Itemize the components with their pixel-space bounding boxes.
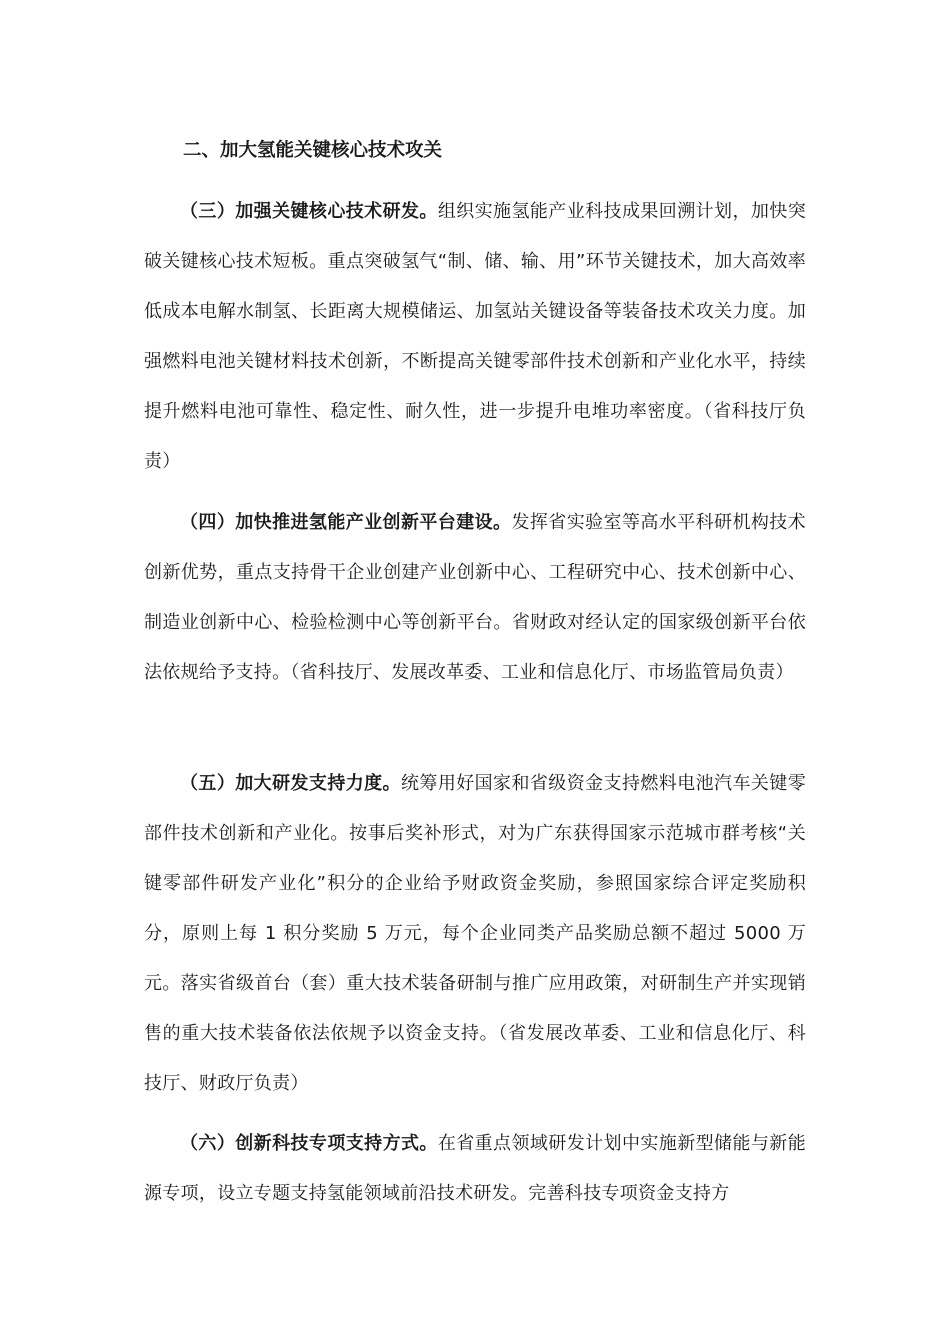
paragraph-lead: （三）加强关键核心技术研发。 [180, 201, 438, 222]
paragraph-body: 发挥省实验室等高水平科研机构技术创新优势，重点支持骨干企业创建产业创新中心、工程研究中心、技术创新中心、制造业创新中心、检验检测中心等创新平台。省财政对经认定的国家级创新平台依法依规给予支持。（省科技厅、发展改革委、工业和信息化厅、市场监管局负责） [144, 512, 806, 683]
paragraph-lead: （四）加快推进氢能产业创新平台建设。 [180, 512, 512, 533]
section-heading: 二、加大氢能关键核心技术攻关 [183, 140, 443, 161]
paragraph-lead: （六）创新科技专项支持方式。 [180, 1133, 438, 1154]
paragraph-4 [144, 498, 806, 698]
paragraph-5 [144, 759, 806, 1109]
paragraph-body: 统筹用好国家和省级资金支持燃料电池汽车关键零部件技术创新和产业化。按事后奖补形式，对为广东获得国家示范城市群考核“关键零部件研发产业化”积分的企业给予财政资金奖励，参照国家综合评定奖励积分，原则上每 1 积分奖励 5 万元，每个企业同类产品奖励总额不超过 5000 万元。落实省级首台（套）重大技术装备研制与推广应用政策，对研制生产并实现销售的重大技术装备依法依规予以资金支持。（省发展改革委、工业和信息化厅、科技厅、财政厅负责） [144, 773, 806, 1094]
paragraph-6 [144, 1119, 806, 1219]
paragraph-body: 组织实施氢能产业科技成果回溯计划，加快突破关键核心技术短板。重点突破氢气“制、储、输、用”环节关键技术，加大高效率低成本电解水制氢、长距离大规模储运、加氢站关键设备等装备技术攻关力度。加强燃料电池关键材料技术创新，不断提高关键零部件技术创新和产业化水平，持续提升燃料电池可靠性、稳定性、耐久性，进一步提升电堆功率密度。（省科技厅负责） [144, 201, 806, 472]
paragraph-3 [144, 187, 806, 487]
paragraph-lead: （五）加大研发支持力度。 [180, 773, 401, 794]
paragraph-body: 在省重点领域研发计划中实施新型储能与新能源专项，设立专题支持氢能领域前沿技术研发。完善科技专项资金支持方 [144, 1133, 806, 1204]
